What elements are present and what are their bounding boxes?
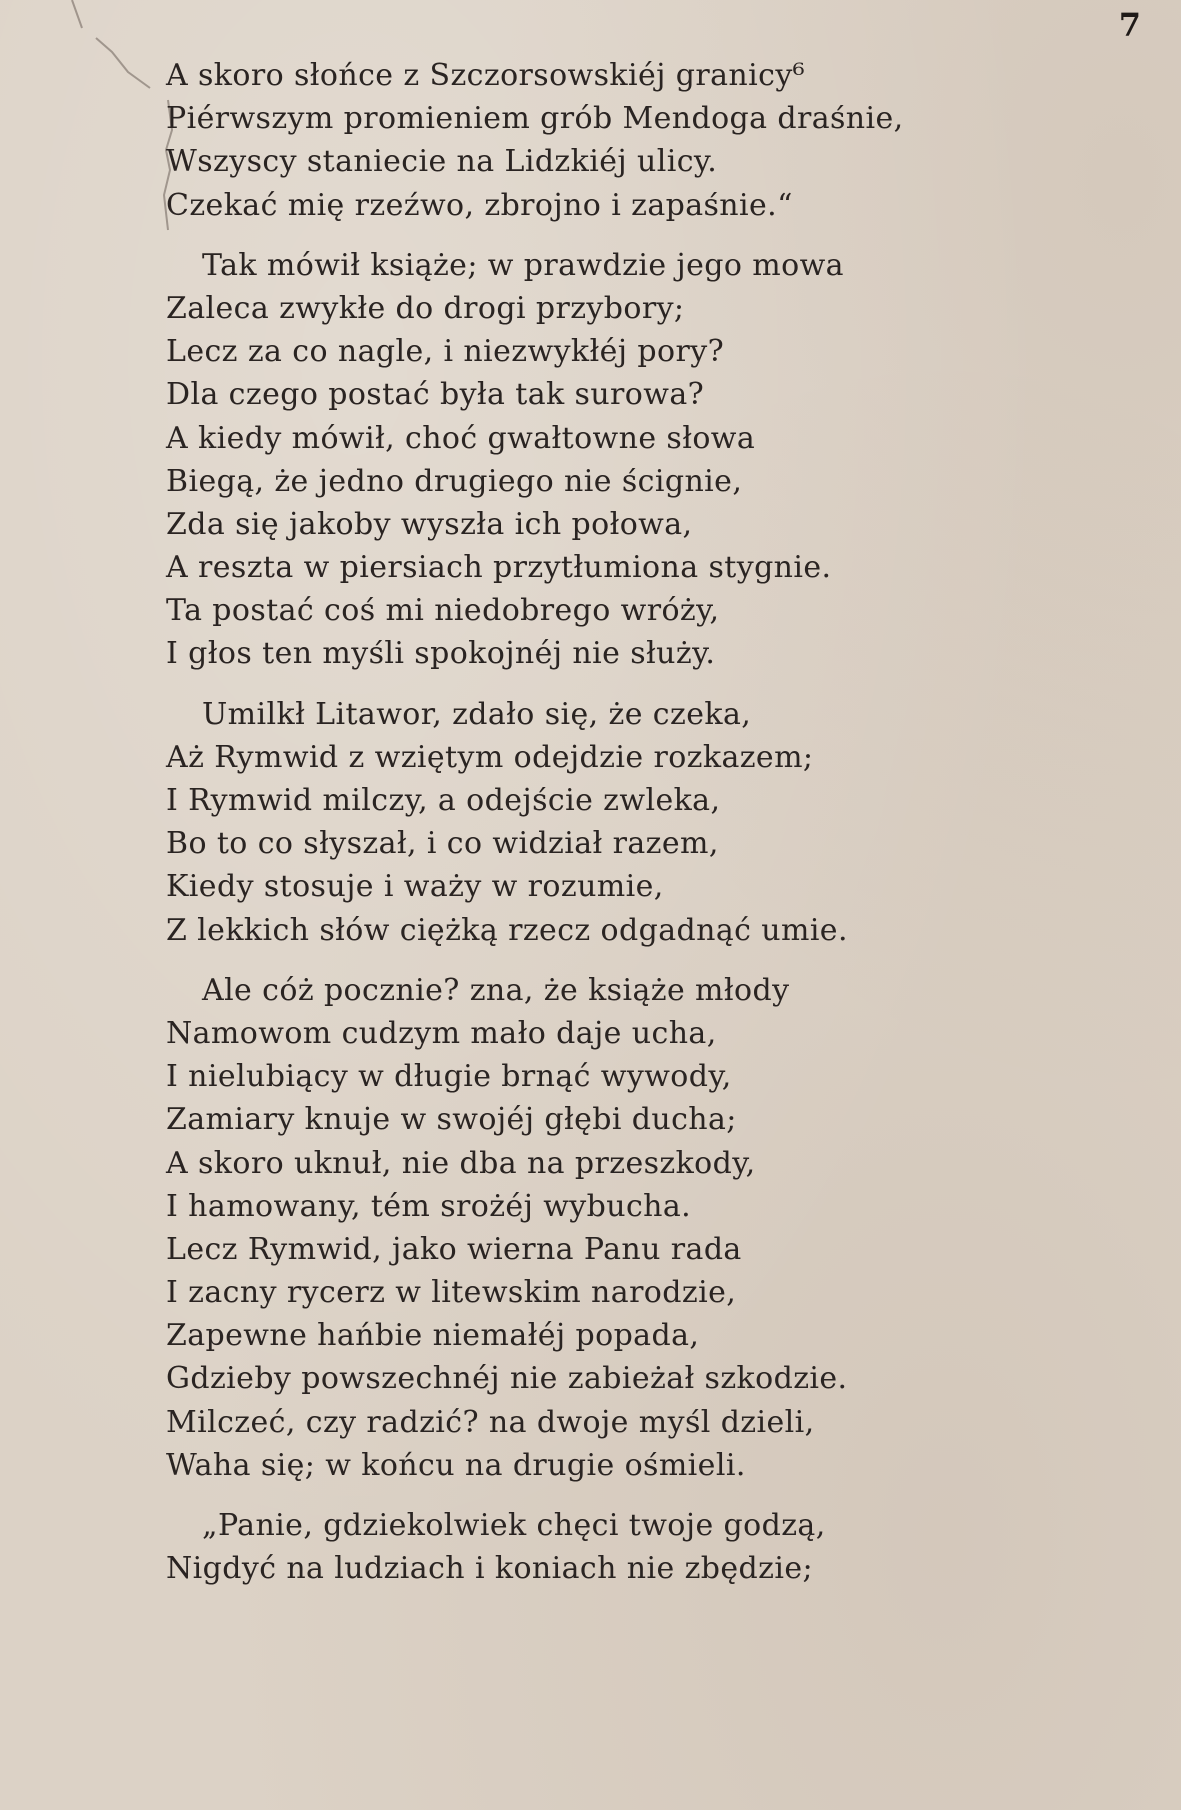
verse-line: Zda się jakoby wyszła ich połowa, — [166, 506, 693, 542]
verse-line: Z lekkich słów ciężką rzecz odgadnąć umie. — [166, 912, 848, 948]
verse-line: Ale cóż pocznie? zna, że książe młody — [202, 972, 790, 1008]
verse-line: A reszta w piersiach przytłumiona stygnie. — [166, 550, 832, 586]
verse-line: Dla czego postać była tak surowa? — [166, 377, 705, 413]
verse-line: Zaleca zwykłe do drogi przybory; — [166, 290, 685, 326]
verse-line: I głos ten myśli spokojnéj nie służy. — [166, 636, 716, 672]
verse-line: „Panie, gdziekolwiek chęci twoje godzą, — [202, 1508, 826, 1543]
verse-line: Nigdyć na ludziach i koniach nie zbędzie; — [166, 1551, 814, 1587]
verse-line: Wszyscy staniecie na Lidzkiéj ulicy. — [166, 144, 718, 180]
verse-line: A skoro słońce z Szczorsowskiéj granicy⁶ — [166, 58, 806, 93]
verse-line: Piérwszym promieniem grób Mendoga draśnie, — [166, 101, 904, 137]
verse-line: Ta postać coś mi niedobrego wróży, — [166, 593, 720, 629]
stanza — [166, 1504, 1126, 1590]
verse-line: Milczeć, czy radzić? na dwoje myśl dzieli, — [166, 1404, 815, 1440]
stanza — [166, 693, 1126, 952]
poem-text — [166, 54, 1126, 1607]
verse-line: Bo to co słyszał, i co widział razem, — [166, 826, 719, 862]
verse-line: I zacny rycerz w litewskim narodzie, — [166, 1275, 737, 1311]
verse-line: A kiedy mówił, choć gwałtowne słowa — [166, 420, 756, 456]
stanza — [166, 969, 1126, 1487]
verse-line: Biegą, że jedno drugiego nie ścignie, — [166, 463, 743, 499]
verse-line: A skoro uknuł, nie dba na przeszkody, — [166, 1145, 756, 1181]
stanza — [166, 244, 1126, 676]
verse-line: Zamiary knuje w swojéj głębi ducha; — [166, 1102, 737, 1138]
verse-line: Aż Rymwid z wziętym odejdzie rozkazem; — [166, 739, 814, 775]
verse-line: Waha się; w końcu na drugie ośmieli. — [166, 1447, 746, 1483]
verse-line: Umilkł Litawor, zdało się, że czeka, — [202, 696, 752, 732]
verse-line: Lecz za co nagle, i niezwykłéj pory? — [166, 334, 725, 370]
page-number: 7 — [1118, 6, 1141, 44]
verse-line: Gdzieby powszechnéj nie zabieżał szkodzie. — [166, 1361, 848, 1397]
verse-line: Tak mówił książe; w prawdzie jego mowa — [202, 247, 844, 283]
stanza — [166, 54, 1126, 227]
verse-line: I nielubiący w długie brnąć wywody, — [166, 1059, 732, 1095]
verse-line: Lecz Rymwid, jako wierna Panu rada — [166, 1231, 742, 1267]
verse-line: Zapewne hańbie niemałéj popada, — [166, 1318, 700, 1354]
verse-line: Czekać mię rzeźwo, zbrojno i zapaśnie.“ — [166, 187, 793, 223]
verse-line: I hamowany, tém srożéj wybucha. — [166, 1188, 692, 1224]
verse-line: Namowom cudzym mało daje ucha, — [166, 1015, 717, 1051]
verse-line: I Rymwid milczy, a odejście zwleka, — [166, 783, 721, 818]
verse-line: Kiedy stosuje i waży w rozumie, — [166, 869, 664, 905]
